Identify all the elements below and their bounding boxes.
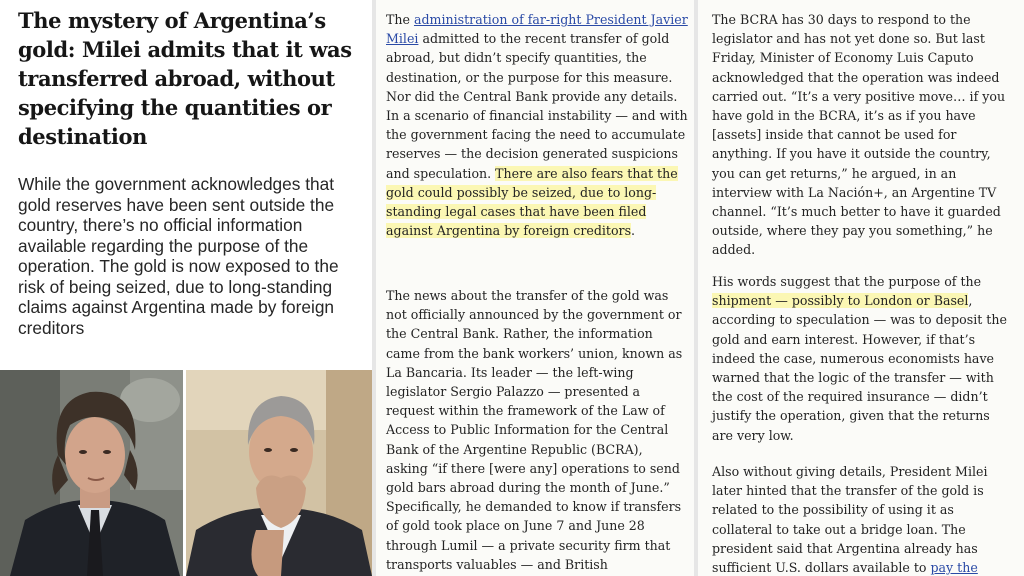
highlighted-text-seizure-fears: There are also fears that the gold could possibly be seized, due to long-standing legal cases that have been filed against Argentina by foreign creditors (386, 165, 678, 239)
article-headline: The mystery of Argentina’s gold: Milei admits that it was transferred abroad, without specifying the quantities or destination (18, 8, 352, 149)
photo-minister-caputo (186, 370, 372, 576)
link-pay-the[interactable]: pay the (930, 560, 978, 576)
paragraph-bridge-loan (712, 462, 1014, 576)
article-standfirst: While the government acknowledges that gold reserves have been sent outside the country, there’s no official information available regarding the purpose of the operation. The gold is now exposed to the risk of being seized, due to long-standing claims against Argentina made by foreign creditors (18, 174, 339, 338)
paragraph-shipment-purpose (712, 272, 1014, 445)
paragraph-union-request: The news about the transfer of the gold was not officially announced by the government or the Central Bank. Rather, the information came from the bank workers’ union, known as La Bancaria. Its leader — the left-wing legislator Sergio Palazzo — presented a request within the framework of the Law of Access to Public Information for the Central Bank of the Argentine Republic (BCRA), asking “if there [were any] operations to send gold bars abroad during the month of June.” Specifically, he demanded to know if transfers of gold took place on June 7 and June 28 through Lumil — a private security firm that transports valuables — and British (386, 288, 683, 572)
paragraph-text: The (386, 12, 414, 27)
right-column (698, 0, 1024, 576)
photo-president-milei (0, 370, 183, 576)
paragraph-milei-admission (386, 10, 688, 240)
paragraph-text: . (631, 223, 636, 239)
paragraph-text: admitted to the recent transfer of gold abroad, but didn’t specify quantities, the destination, or the purpose for this measure. Nor did the Central Bank provide any details. In a scenario of financial instability — and with the government facing the need to accumulate reserves — the decision generated suspicions and speculation. (386, 31, 688, 181)
paragraph-text: , according to speculation — was to deposit the gold and earn interest. However, if that’s indeed the case, numerous economists have warned that the logic of the transfer — with the cost of the required insurance — didn’t justify the operation, given that the returns are very low. (712, 293, 1007, 443)
link-milei-administration[interactable]: administration of far-right President Javier Milei (386, 12, 688, 47)
paragraph-caputo-statement: The BCRA has 30 days to respond to the legislator and has not yet done so. But last Friday, Minister of Economy Luis Caputo acknowledged that the operation was indeed carried out. “It’s a very positive move… if you have gold in the BCRA, it’s as if you have [assets] inside that cannot be used for anything. If you have it outside the country, you can get returns,” he argued, in an interview with La Nación+, an Argentine TV channel. “It’s much better to have it guarded outside, where they pay you something,” he added. (712, 12, 1006, 258)
left-column (0, 0, 372, 576)
paragraph-text: Also without giving details, President Milei later hinted that the transfer of the gold is related to the possibility of using it as collateral to take out a bridge loan. The president said that Argentina already has sufficient U.S. dollars available to (712, 464, 988, 576)
middle-column (376, 0, 694, 576)
highlighted-text-shipment: shipment — possibly to London or Basel (712, 293, 969, 309)
paragraph-text: His words suggest that the purpose of the (712, 274, 982, 289)
